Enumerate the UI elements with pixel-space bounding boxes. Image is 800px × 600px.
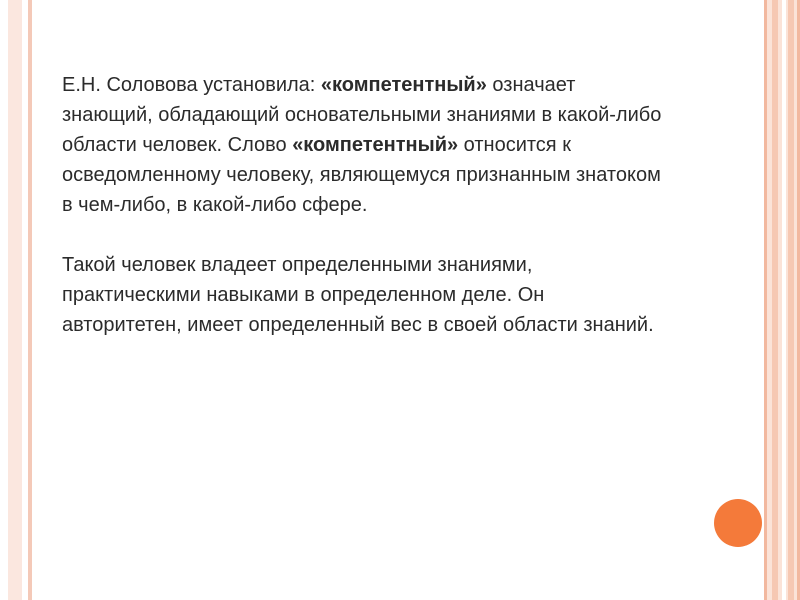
term-competent: «компетентный» [320, 74, 487, 96]
right-decorative-border [764, 0, 800, 600]
border-stripe [788, 0, 794, 600]
left-decorative-border [0, 0, 32, 600]
slide-body-text [62, 70, 662, 370]
paragraph-definition [62, 70, 662, 220]
paragraph-definition-intro: Е.Н. Соловова установила: [62, 74, 321, 96]
paragraph-definition-middle: означает знающий, обладающий основательными знаниями в какой-либо области человек. Слово [62, 74, 662, 156]
paragraph-definition-end: относится к осведомленному человеку, являющемуся признанным знатоком в чем-либо, в какой-либо сфере. [62, 134, 661, 216]
paragraph-description: Такой человек владеет определенными знаниями, практическими навыками в определенном деле. Он авторитетен, имеет определенный вес в своей области знаний. [62, 254, 654, 336]
border-stripe [764, 0, 767, 600]
term-competent: «компетентный» [292, 134, 459, 156]
border-stripe [772, 0, 778, 600]
orange-circle-decoration [714, 499, 762, 547]
border-stripe [782, 0, 786, 600]
